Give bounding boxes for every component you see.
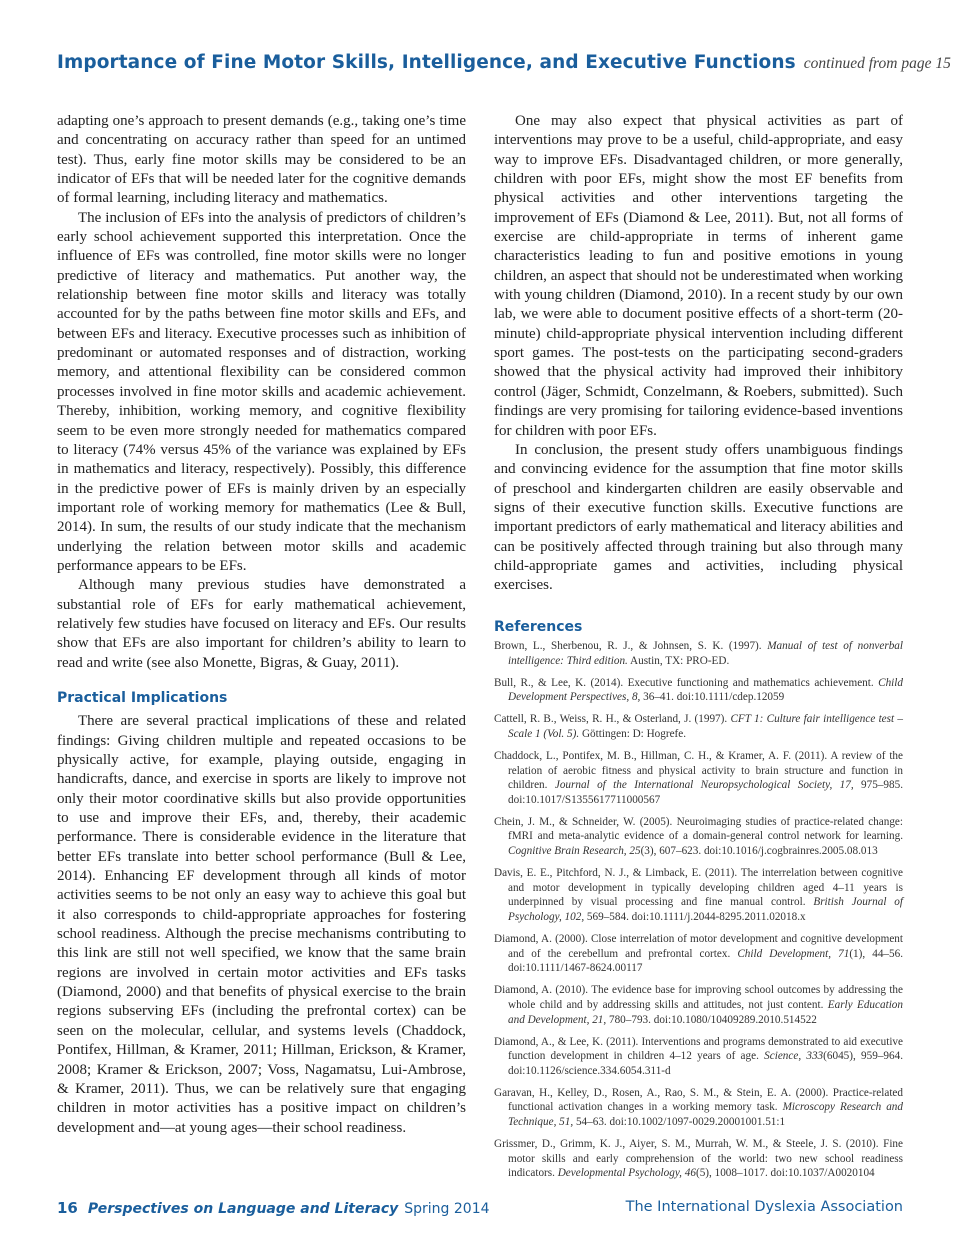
right-paragraph-1: One may also expect that physical activities as part of interventions may prove to be a useful, child-appropriate, and easy way to improve EFs. Disadvantaged children, or more generally, children with poor EFs, might show the most EF benefits from physical activities and other interventions targeting the improvement of EFs (Diamond & Lee, 2011). But, not all forms of exercise are child-appropriate in terms of inherent game characteristics leading to fun and positive emotions in young children, an aspect that should not be underestimated when working with young children (Diamond, 2010). In a recent study by our own lab, we were able to document positive effects of a short-term (20-minute) child-appropriate physical intervention including different sport games. The post-tests on the participating second-graders showed that the physical activity had improved their inhibitory control (Jäger, Schmidt, Conzelmann, & Roebers, submitted). Such findings are very promising for tailoring evidence-based inventions for children with poor EFs. bbox=[494, 113, 903, 439]
reference-item: Cattell, R. B., Weiss, R. H., & Osterland, J. (1997). CFT 1: Culture fair intelligence test – Scale 1 (Vol. 5). Göttingen: D: Hogrefe. bbox=[494, 713, 903, 740]
left-paragraph-4: There are several practical implications of these and related findings: Giving children multiple and repeated occasions to be physically active, for example, playing outside, engaging in handicrafts, dance, and exercise in sports are likely to improve not only their motor coordinative skills but also provide opportunities to use and improve their EFs, and, thereby, their academic performance. There is considerable evidence in the literature that better EFs translate into better school performance (Bull & Lee, 2014). Enhancing EF development through all kinds of motor activities seems to be not only an easy way to achieve this goal but it also corresponds to child-appropriate approaches for fostering school readiness. Although the precise mechanisms contributing to this link are still not well specified, we know that the same brain regions are involved in certain motor activities and EFs tasks (Diamond, 2000) and that benefits of physical exercise to the brain regions subserving EFs (including the prefrontal cortex) can be seen on the molecular, cellular, and systems levels (Chaddock, Pontifex, Hillman, & Kramer, 2011; Hillman, Erickson, & Kramer, 2008; Kramer & Erickson, 2007; Voss, Nagamatsu, Lui-Ambrose, & Kramer, 2011). Thus, we can be relatively sure that engaging children in motor activities has a positive impact on children’s development and—at young ages—their school readiness. bbox=[57, 713, 466, 1136]
journal-name: Perspectives on Language and Literacy bbox=[87, 1201, 399, 1217]
footer-left bbox=[57, 1199, 490, 1218]
organization-name: The International Dyslexia Association bbox=[625, 1199, 903, 1215]
right-column bbox=[494, 112, 903, 1188]
references-list bbox=[494, 639, 903, 1181]
left-column bbox=[57, 112, 466, 1138]
practical-implications-heading: Practical Implications bbox=[57, 689, 228, 706]
reference-item: Chein, J. M., & Schneider, W. (2005). Neuroimaging studies of practice-related change: fMRI and meta-analytic evidence of a domain-general control network for learning. Cognitive Brain Research, 25(3), 607–623. doi:10.1016/j.cogbrainres.2005.08.013 bbox=[494, 815, 903, 858]
page-number: 16 bbox=[57, 1199, 78, 1217]
left-paragraph-1: adapting one’s approach to present demands (e.g., taking one’s time and concentrating on accuracy rather than speed for an untimed test). Thus, early fine motor skills may be considered to be an indicator of EFs that will be needed later for the cognitive demands of formal learning, including literacy and mathematics. bbox=[57, 113, 466, 207]
left-paragraph-3: Although many previous studies have demonstrated a substantial role of EFs for early mathematical achievement, relatively few studies have focused on literacy and EFs. Our results show that EFs are also important for children’s ability to learn to read and write (see also Monette, Bigras, & Guay, 2011). bbox=[57, 577, 466, 671]
reference-item: Chaddock, L., Pontifex, M. B., Hillman, C. H., & Kramer, A. F. (2011). A review of the relation of aerobic fitness and physical activity to brain structure and function in children. Journal of the International Neuropsychological Society, 17, 975–985. doi:10.1017/S1355617711000567 bbox=[494, 750, 903, 806]
right-paragraph-2: In conclusion, the present study offers unambiguous findings and convincing evidence for the assumption that fine motor skills of preschool and kindergarten children are easily observable and signs of their executive function skills. Executive functions are important predictors of early mathematical and literacy abilities and can be positively affected through training but also through many child-appropriate games and activities, including physical exercises. bbox=[494, 441, 903, 594]
reference-item: Grissmer, D., Grimm, K. J., Aiyer, S. M., Murrah, W. M., & Steele, J. S. (2010). Fine motor skills and early comprehension of the world: two new school readiness indicators. Developmental Psychology, 46(5), 1008–1017. doi:10.1037/A0020104 bbox=[494, 1138, 903, 1180]
reference-item: Bull, R., & Lee, K. (2014). Executive functioning and mathematics achievement. Child Development Perspectives, 8, 36–41. doi:10.1111/cdep.12059 bbox=[494, 676, 903, 704]
page-footer bbox=[57, 1199, 903, 1221]
issue-date: Spring 2014 bbox=[404, 1201, 490, 1217]
reference-item: Diamond, A., & Lee, K. (2011). Interventions and programs demonstrated to aid executive function development in children 4–12 years of age. Science, 333(6045), 959–964. doi:10.1126/science.334.6054.311-d bbox=[494, 1035, 903, 1077]
left-paragraph-2: The inclusion of EFs into the analysis of predictors of children’s early school achievement supported this interpretation. Once the influence of EFs was controlled, fine motor skills were no longer predictive of literacy and mathematics. Put another way, the relationship between fine motor skills and literacy was totally accounted for by the paths between fine motor skills and EFs, and between EFs and literacy. Executive processes such as inhibition of predominant or automated responses and of distraction, working memory, and attentional flexibility can be considered common processes involved in fine motor skills and academic achievement. Thereby, inhibition, working memory, and cognitive flexibility seem to be even more strongly needed for mathematics compared to literacy (74% versus 45% of the variance was explained by EFs in mathematics and literacy, respectively). Possibly, this difference in the predictive power of EFs is mainly driven by an especially important role of working memory for mathematics (Lee & Bull, 2014). In sum, the results of our study indicate that the mechanism underlying the relation between motor skills and academic performance appears to be EFs. bbox=[57, 209, 466, 574]
reference-item: Brown, L., Sherbenou, R. J., & Johnsen, S. K. (1997). Manual of test of nonverbal intelligence: Third edition. Austin, TX: PRO-ED. bbox=[494, 639, 903, 667]
reference-item: Diamond, A. (2010). The evidence base for improving school outcomes by addressing the whole child and by addressing skills and attitudes, not just content. Early Education and Development, 21, 780–793. doi:10.1080/10409289.2010.514522 bbox=[494, 984, 903, 1026]
reference-item: Diamond, A. (2000). Close interrelation of motor development and cognitive development and of the cerebellum and prefrontal cortex. Child Development, 71(1), 44–56. doi:10.1111/1467-8624.00117 bbox=[494, 933, 904, 975]
reference-item: Davis, E. E., Pitchford, N. J., & Limback, E. (2011). The interrelation between cognitive and motor development in typically developing children aged 4–11 years is underpinned by visual processing and fine manual control. British Journal of Psychology, 102, 569–584. doi:10.1111/j.2044-8295.2011.02018.x bbox=[494, 867, 904, 923]
references-heading: References bbox=[494, 618, 583, 635]
continued-note: continued from page 15 bbox=[803, 55, 951, 72]
reference-item: Garavan, H., Kelley, D., Rosen, A., Rao, S. M., & Stein, E. A. (2000). Practice-related functional activation changes in a working memory task. Microscopy Research and Technique, 51, 54–63. doi:10.1002/1097-0029.20001001.51:1 bbox=[494, 1086, 903, 1129]
page-header bbox=[57, 52, 951, 73]
article-title: Importance of Fine Motor Skills, Intelligence, and Executive Functions bbox=[57, 52, 796, 73]
